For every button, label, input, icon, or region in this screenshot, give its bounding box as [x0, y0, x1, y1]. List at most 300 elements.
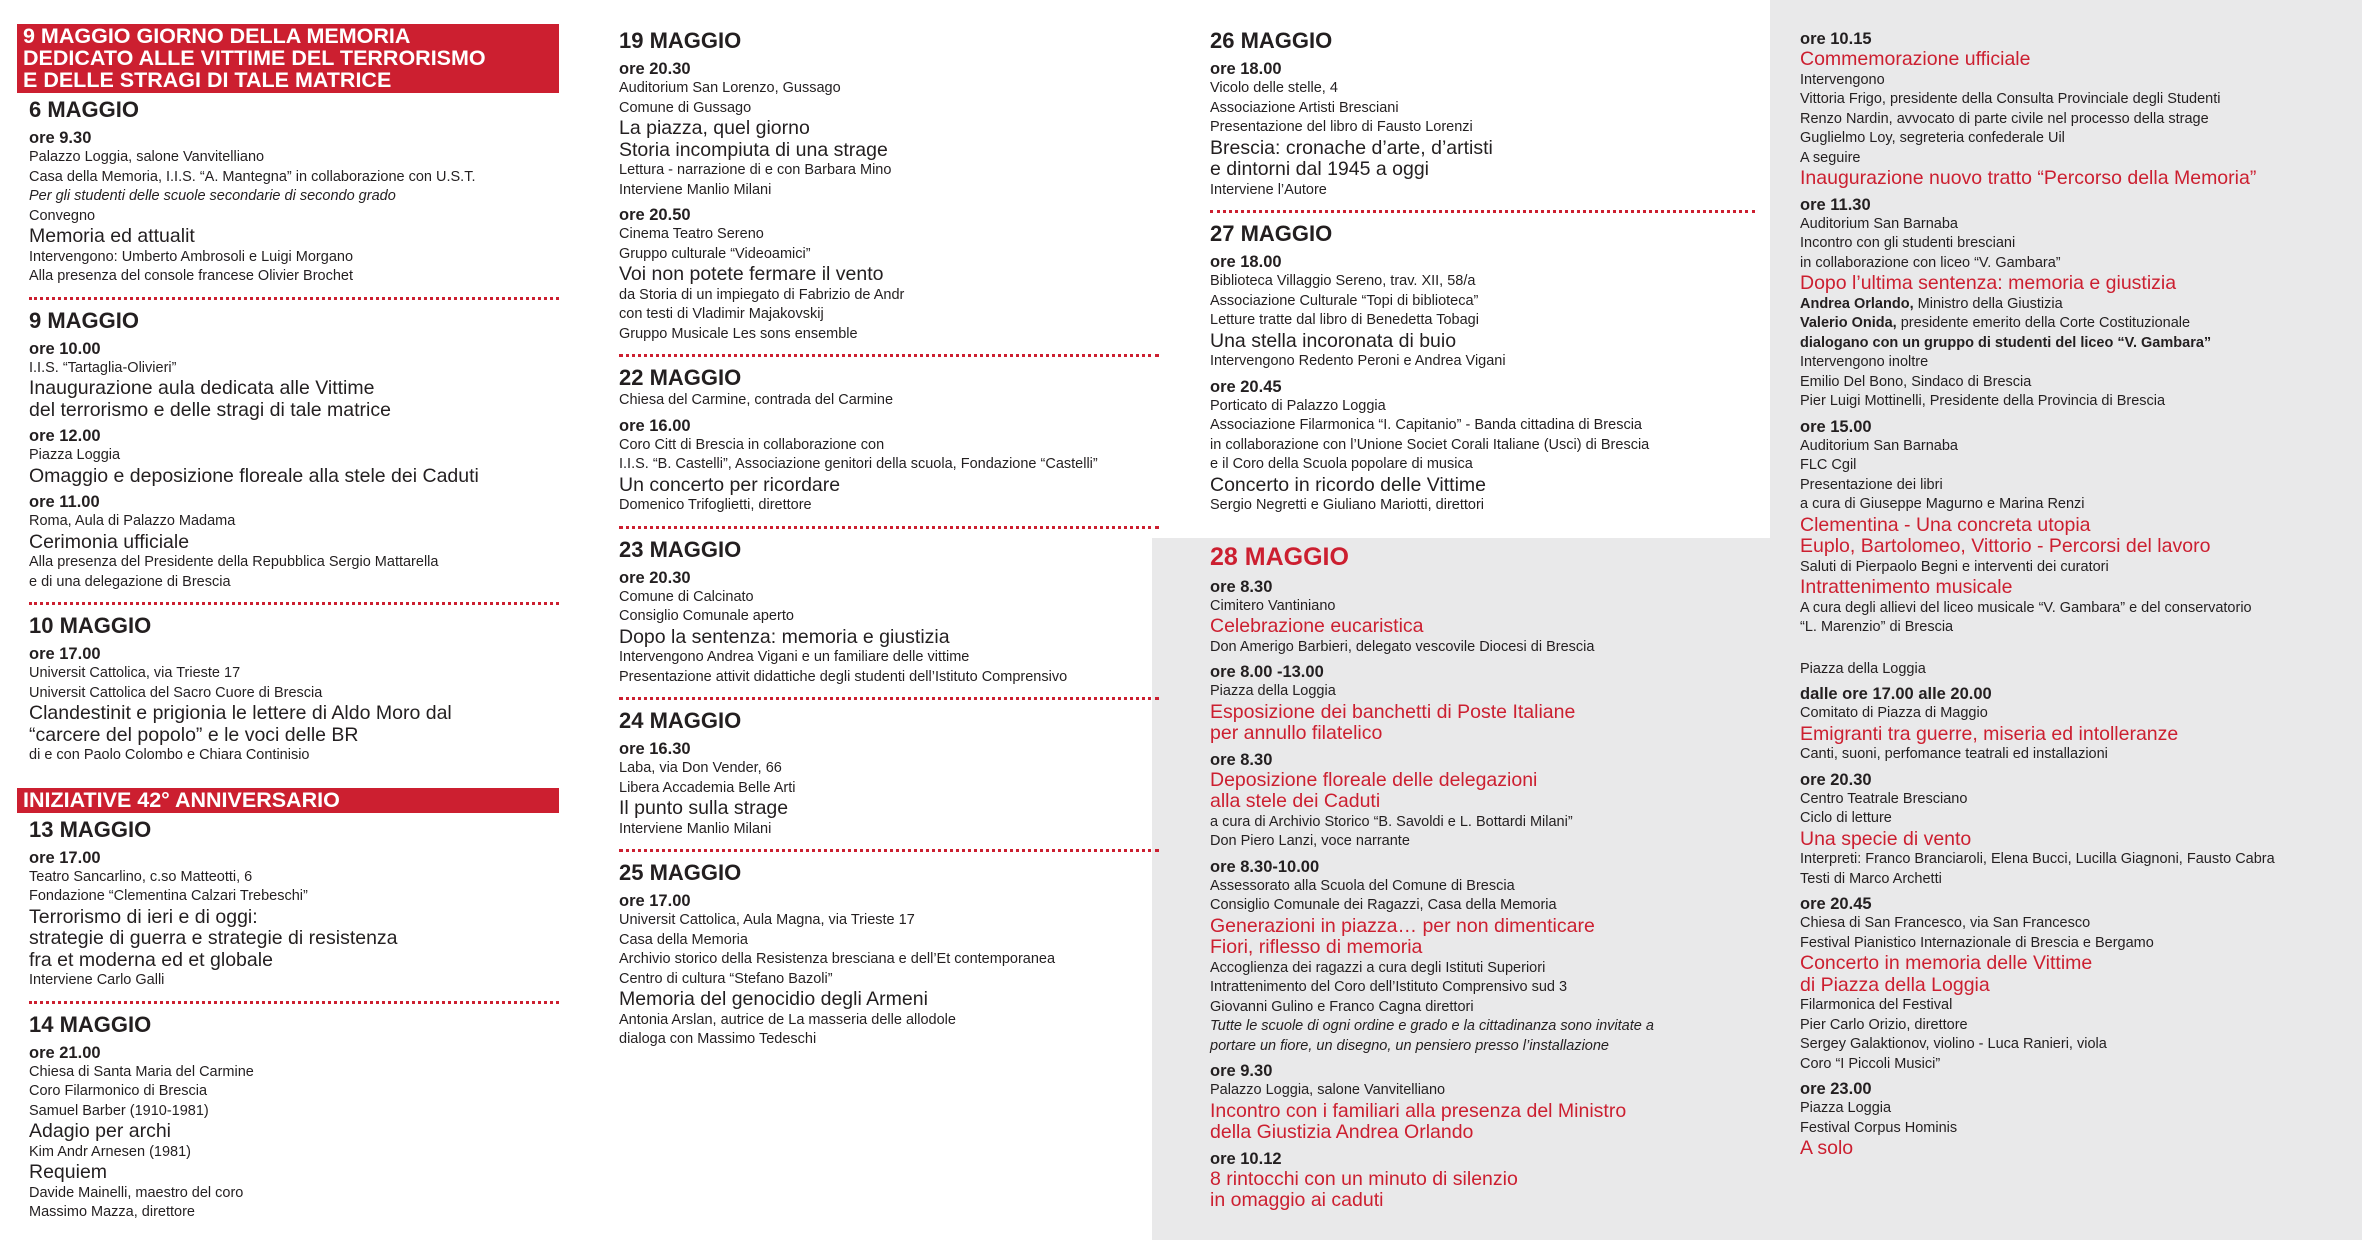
event-time-line: ore 16.00	[619, 416, 691, 435]
event-detail-line: Centro Teatrale Bresciano	[1800, 790, 1968, 807]
event-title-line: Commemorazione ufficiale	[1800, 48, 2031, 70]
event-detail-line: Biblioteca Villaggio Sereno, trav. XII, 58/a	[1210, 273, 1476, 289]
event-title	[619, 798, 1159, 820]
event-detail	[1800, 392, 2340, 412]
event-detail-line: Piazza Loggia	[1800, 1100, 1892, 1116]
event-detail-line: Incontro con gli studenti bresciani	[1800, 235, 2016, 251]
event-detail-line: A cura degli allievi del liceo musicale “V. Gambara” e del conservatorio	[1800, 599, 2252, 616]
event-detail-line: Interviene Manlio Milani	[619, 181, 772, 198]
event-title-line: Incontro con i familiari alla presenza del Ministro	[1210, 1099, 1627, 1122]
event-note-line: Tutte le scuole di ogni ordine e grado e la cittadinanza sono invitate a	[1210, 1018, 1654, 1034]
event-detail	[619, 588, 1159, 608]
event-detail	[1210, 352, 1755, 372]
person-role: Ministro della Giustizia	[1913, 295, 2063, 312]
event-detail-line: Domenico Trifoglietti, direttore	[619, 497, 812, 513]
event-detail	[29, 168, 559, 188]
event-detail-line: Consiglio Comunale dei Ragazzi, Casa della Memoria	[1210, 897, 1557, 913]
event-time	[1210, 577, 1755, 597]
date-heading-line: 26 MAGGIO	[1210, 28, 1333, 53]
event-detail	[619, 607, 1159, 627]
event-title	[1800, 49, 2340, 71]
event-time	[29, 128, 559, 148]
event-detail-line: Kim Andr Arnesen (1981)	[29, 1143, 192, 1160]
event-detail	[1800, 914, 2340, 934]
event-detail-line: e il Coro della Scuola popolare di musica	[1210, 456, 1473, 472]
event-detail-line: Presentazione attivit didattiche degli studenti dell’Istituto Comprensivo	[619, 668, 1068, 685]
date-heading-line: 27 MAGGIO	[1210, 221, 1333, 246]
event-detail	[29, 1102, 559, 1122]
event-detail-line: Coro Filarmonico di Brescia	[29, 1083, 208, 1099]
event-detail	[619, 1011, 1159, 1031]
event-detail-line: Cimitero Vantiniano	[1210, 597, 1336, 614]
separator	[1210, 210, 1755, 213]
event-detail	[1210, 959, 1755, 979]
event-detail	[29, 1082, 559, 1102]
event-detail-line: Porticato di Palazzo Loggia	[1210, 397, 1386, 414]
event-detail	[619, 668, 1159, 688]
event-detail	[1800, 71, 2340, 91]
event-detail	[1210, 99, 1755, 119]
event-detail-line: Davide Mainelli, maestro del coro	[29, 1184, 244, 1201]
section-banner-line: E DELLE STRAGI DI TALE MATRICE	[23, 68, 392, 92]
event-detail-line: A seguire	[1800, 149, 1861, 166]
event-time-line: ore 18.00	[1210, 60, 1282, 78]
event-detail-line: di e con Paolo Colombo e Chiara Continisio	[29, 747, 310, 763]
event-detail-line: Cinema Teatro Sereno	[619, 226, 764, 242]
date-heading	[619, 708, 1159, 734]
event-detail	[1800, 1055, 2340, 1075]
event-detail	[1210, 181, 1755, 201]
date-heading	[29, 613, 559, 639]
event-time	[619, 59, 1159, 79]
event-title-line: Il punto sulla strage	[619, 797, 789, 819]
event-time	[1210, 1061, 1755, 1081]
event-detail	[29, 1184, 559, 1204]
event-detail-line: Associazione Filarmonica “I. Capitanio” - Banda cittadina di Brescia	[1210, 417, 1642, 433]
event-detail	[29, 207, 559, 227]
date-heading	[29, 1012, 559, 1038]
event-detail-line: Emilio Del Bono, Sindaco di Brescia	[1800, 373, 2032, 390]
event-title	[619, 475, 1159, 497]
event-detail	[1800, 254, 2340, 274]
event-detail-line: Piazza della Loggia	[1210, 683, 1336, 699]
event-time-line: ore 8.00 -13.00	[1210, 663, 1324, 681]
event-detail-line: Saluti di Pierpaolo Begni e interventi dei curatori	[1800, 558, 2109, 575]
event-title-line: Omaggio e deposizione floreale alla stele dei Caduti	[29, 464, 479, 487]
event-detail	[1800, 110, 2340, 130]
date-heading	[1210, 542, 1755, 572]
event-detail	[29, 553, 559, 592]
event-detail-line: Teatro Sancarlino, c.so Matteotti, 6	[29, 868, 253, 885]
event-detail-line: Auditorium San Barnaba	[1800, 437, 1958, 454]
event-detail-line: Sergey Galaktionov, violino - Luca Ranieri, viola	[1800, 1036, 2107, 1052]
event-title-line: di Piazza della Loggia	[1800, 973, 1990, 996]
separator	[619, 526, 1159, 529]
event-detail-line: Chiesa di Santa Maria del Carmine	[29, 1063, 254, 1080]
event-time-line: ore 17.00	[29, 848, 101, 867]
event-time	[619, 568, 1159, 588]
event-detail	[619, 286, 1159, 306]
event-detail-line: Auditorium San Lorenzo, Gussago	[619, 80, 841, 96]
event-detail	[29, 868, 559, 888]
date-heading-line: 13 MAGGIO	[29, 816, 152, 842]
event-detail	[1210, 311, 1755, 331]
event-detail	[1800, 476, 2340, 496]
event-title-line: Requiem	[29, 1161, 108, 1183]
event-detail	[1800, 353, 2340, 373]
event-time-line: ore 20.45	[1210, 377, 1282, 396]
event-detail-line: dialoga con Massimo Tedeschi	[619, 1031, 817, 1047]
event-time	[29, 1043, 559, 1063]
section-banner-line: DEDICATO ALLE VITTIME DEL TERRORISMO	[23, 46, 486, 70]
event-detail	[619, 648, 1159, 668]
separator	[619, 354, 1159, 357]
event-title-line: e dintorni dal 1945 a oggi	[1210, 158, 1430, 180]
spacer	[1210, 516, 1755, 538]
event-title-line: Concerto in ricordo delle Vittime	[1210, 473, 1487, 496]
date-heading	[619, 537, 1159, 563]
event-title-line: per annullo filatelico	[1210, 722, 1383, 744]
event-title	[1210, 1169, 1755, 1212]
event-time	[1210, 59, 1755, 79]
event-detail	[1210, 813, 1755, 833]
event-detail	[1800, 314, 2340, 334]
event-time	[1210, 750, 1755, 770]
event-time-line: ore 15.00	[1800, 417, 1872, 436]
event-detail	[1210, 455, 1755, 475]
event-detail-line: Comune di Calcinato	[619, 588, 754, 605]
event-detail-line: Letture tratte dal libro di Benedetta Tobagi	[1210, 312, 1479, 328]
event-time-line: ore 10.15	[1800, 30, 1872, 48]
event-time-line: ore 10.00	[29, 339, 101, 358]
event-time	[29, 644, 559, 664]
event-detail	[29, 1143, 559, 1163]
event-detail-line: Roma, Aula di Palazzo Madama	[29, 513, 236, 529]
event-detail-line: da Storia di un impiegato di Fabrizio de Andr	[619, 286, 905, 303]
event-detail	[1210, 998, 1755, 1018]
event-detail-line: Filarmonica del Festival	[1800, 997, 1953, 1013]
event-time	[1210, 857, 1755, 877]
event-detail	[29, 664, 559, 684]
date-heading	[1210, 28, 1755, 54]
event-detail-line: Piazza Loggia	[29, 447, 121, 463]
event-detail-line: Intervengono Andrea Vigani e un familiare delle vittime	[619, 649, 970, 665]
date-heading-line: 22 MAGGIO	[619, 365, 742, 390]
date-heading-line: 28 MAGGIO	[1210, 542, 1349, 571]
column-1	[23, 24, 559, 1223]
event-detail	[1800, 90, 2340, 110]
separator	[619, 849, 1159, 852]
date-heading-line: 23 MAGGIO	[619, 536, 742, 562]
event-detail	[619, 325, 1159, 345]
event-title-line: Storia incompiuta di una strage	[619, 138, 888, 161]
event-title-line: Clandestinit e prigionia le lettere di Aldo Moro dal	[29, 702, 452, 724]
event-time-line: ore 20.30	[1800, 770, 1872, 789]
event-detail	[1210, 496, 1755, 516]
event-time	[619, 739, 1159, 759]
event-title-line: Voi non potete fermare il vento	[619, 263, 884, 285]
event-time	[619, 416, 1159, 436]
event-time	[1210, 1149, 1755, 1169]
event-detail-line: Associazione Artisti Bresciani	[1210, 99, 1399, 116]
event-title-line: Brescia: cronache d’arte, d’artisti	[1210, 136, 1493, 159]
event-detail	[29, 971, 559, 991]
date-heading-line: 14 MAGGIO	[29, 1011, 152, 1037]
date-heading-line: 25 MAGGIO	[619, 860, 742, 885]
event-title	[1210, 616, 1755, 638]
event-time-line: ore 10.12	[1210, 1149, 1282, 1168]
event-time-line: ore 20.30	[619, 60, 691, 78]
event-detail-line: Interviene Manlio Milani	[619, 820, 772, 837]
event-detail-line: Renzo Nardin, avvocato di parte civile nel processo della strage	[1800, 110, 2209, 127]
event-time-line: ore 16.30	[619, 740, 691, 758]
event-detail-line: Intervengono Redento Peroni e Andrea Vigani	[1210, 353, 1506, 369]
event-title	[1210, 1101, 1755, 1144]
event-detail	[619, 911, 1159, 931]
event-detail	[619, 305, 1159, 325]
event-detail	[1800, 790, 2340, 810]
separator	[29, 297, 559, 300]
event-detail	[1210, 877, 1755, 897]
event-detail	[1210, 1081, 1755, 1101]
event-detail	[29, 746, 559, 766]
event-time	[1800, 684, 2340, 704]
event-detail	[619, 759, 1159, 779]
event-time	[1210, 662, 1755, 682]
event-title	[1800, 577, 2340, 599]
event-detail	[1800, 129, 2340, 149]
event-time-line: ore 8.30	[1210, 577, 1273, 596]
event-detail	[1800, 1035, 2340, 1055]
event-detail-line: Casa della Memoria, I.I.S. “A. Mantegna” in collaborazione con U.S.T.	[29, 168, 476, 185]
event-time	[1800, 894, 2340, 914]
event-detail	[619, 950, 1159, 970]
event-time-line: ore 11.30	[1800, 195, 1871, 214]
date-heading-line: 6 MAGGIO	[29, 97, 140, 122]
event-note-line: Per gli studenti delle scuole secondarie di secondo grado	[29, 188, 396, 204]
event-title-line: Esposizione dei banchetti di Poste Italiane	[1210, 700, 1576, 723]
event-title-line: 8 rintocchi con un minuto di silenzio	[1210, 1167, 1518, 1190]
event-detail-line: Giovanni Gulino e Franco Cagna direttori	[1210, 998, 1474, 1015]
event-title-line: “carcere del popolo” e le voci delle BR	[29, 723, 359, 746]
event-detail-line: Palazzo Loggia, salone Vanvitelliano	[29, 149, 265, 165]
event-time-line: ore 8.30-10.00	[1210, 857, 1320, 876]
event-detail	[1800, 599, 2340, 638]
event-title-line: fra et moderna ed et globale	[29, 948, 273, 971]
event-detail-line: Centro di cultura “Stefano Bazoli”	[619, 970, 833, 987]
event-detail-line: Laba, via Don Vender, 66	[619, 760, 782, 776]
event-detail-line: Intervengono	[1800, 71, 1885, 88]
event-title-line: Inaugurazione aula dedicata alle Vittime	[29, 377, 375, 399]
event-detail-line: Festival Pianistico Internazionale di Brescia e Bergamo	[1800, 934, 2154, 951]
event-title	[29, 907, 559, 972]
event-time	[29, 339, 559, 359]
event-detail	[619, 436, 1159, 456]
event-detail-line: Testi di Marco Archetti	[1800, 870, 1942, 887]
event-title	[619, 627, 1159, 649]
event-detail	[619, 970, 1159, 990]
event-time	[619, 205, 1159, 225]
event-detail	[1800, 456, 2340, 476]
event-time-line: ore 17.00	[619, 892, 691, 910]
event-detail-line: a cura di Archivio Storico “B. Savoldi e L. Bottardi Milani”	[1210, 813, 1573, 830]
event-title-line: Dopo la sentenza: memoria e giustizia	[619, 625, 950, 648]
event-detail	[1800, 295, 2340, 315]
date-heading	[619, 860, 1159, 886]
event-time	[29, 426, 559, 446]
event-detail-line: Pier Carlo Orizio, direttore	[1800, 1016, 1968, 1033]
event-title-line: Fiori, riflesso di memoria	[1210, 936, 1423, 958]
person-name: Valerio Onida,	[1800, 315, 1897, 331]
event-detail	[1800, 437, 2340, 457]
event-title-line: Emigranti tra guerre, miseria ed intolleranze	[1800, 722, 2179, 745]
event-detail-line: Samuel Barber (1910-1981)	[29, 1102, 209, 1119]
event-time-line: ore 21.00	[29, 1043, 101, 1062]
event-detail-line: Interviene Carlo Galli	[29, 972, 165, 988]
event-title-line: della Giustizia Andrea Orlando	[1210, 1121, 1474, 1143]
event-detail-line: I.I.S. “Tartaglia-Olivieri”	[29, 359, 177, 376]
event-title-line: La piazza, quel giorno	[619, 117, 810, 139]
event-detail-line: Fondazione “Clementina Calzari Trebeschi”	[29, 888, 308, 904]
event-time-line: ore 23.00	[1800, 1080, 1872, 1098]
event-detail-line: Interviene l’Autore	[1210, 181, 1327, 198]
event-detail	[1800, 996, 2340, 1016]
event-detail-line: Vicolo delle stelle, 4	[1210, 80, 1338, 96]
event-time	[29, 492, 559, 512]
event-detail-line: Universit Cattolica del Sacro Cuore di Brescia	[29, 684, 323, 701]
event-time-line: ore 8.30	[1210, 750, 1273, 769]
event-title-line: Dopo l’ultima sentenza: memoria e giustizia	[1800, 272, 2177, 294]
event-detail-line: Associazione Culturale “Topi di biblioteca”	[1210, 292, 1479, 309]
event-title-line: Una specie di vento	[1800, 827, 1972, 850]
event-detail	[29, 267, 559, 287]
event-detail-line: Comune di Gussago	[619, 99, 752, 116]
event-title-line: in omaggio ai caduti	[1210, 1189, 1384, 1211]
event-title-line: strategie di guerra e strategie di resistenza	[29, 927, 398, 949]
event-title	[1210, 138, 1755, 181]
event-detail-line: con testi di Vladimir Majakovskij	[619, 306, 824, 322]
event-detail	[29, 512, 559, 532]
event-detail	[619, 391, 1159, 411]
event-detail-line: Guglielmo Loy, segreteria confederale Uil	[1800, 130, 2065, 146]
event-title	[29, 703, 559, 746]
event-detail-line: Chiesa del Carmine, contrada del Carmine	[619, 392, 894, 408]
event-title-line: Memoria del genocidio degli Armeni	[619, 988, 928, 1010]
event-title	[1210, 702, 1755, 745]
event-detail-line: FLC Cgil	[1800, 457, 1857, 473]
event-time-line: ore 12.00	[29, 427, 101, 445]
date-heading-line: 19 MAGGIO	[619, 28, 742, 53]
event-detail-line: Presentazione dei libri	[1800, 476, 1943, 493]
event-detail-line: Comitato di Piazza di Maggio	[1800, 705, 1988, 721]
event-detail	[29, 446, 559, 466]
event-title-line: Un concerto per ricordare	[619, 473, 841, 496]
event-detail	[1210, 272, 1755, 292]
event-title	[1210, 916, 1755, 959]
event-title	[29, 378, 559, 421]
event-title-line: Celebrazione eucaristica	[1210, 615, 1424, 637]
event-detail	[1800, 1016, 2340, 1036]
event-detail	[29, 887, 559, 907]
event-title	[29, 1162, 559, 1184]
event-detail	[1210, 79, 1755, 99]
event-detail	[619, 1030, 1159, 1050]
event-note-line: portare un fiore, un disegno, un pensiero presso l’installazione	[1210, 1037, 1609, 1054]
event-time	[1210, 377, 1755, 397]
section-banner-line: 9 MAGGIO GIORNO DELLA MEMORIA	[23, 24, 411, 48]
event-detail	[1800, 373, 2340, 393]
event-title	[1210, 475, 1755, 497]
event-detail-line: Libera Accademia Belle Arti	[619, 779, 796, 796]
event-title	[1800, 829, 2340, 851]
event-time-line: ore 9.30	[1210, 1062, 1273, 1080]
event-detail	[1210, 896, 1755, 916]
event-detail	[1210, 597, 1755, 617]
event-title-line: del terrorismo e delle stragi di tale matrice	[29, 398, 391, 421]
event-detail	[1210, 832, 1755, 852]
event-title-line: Deposizione floreale delle delegazioni	[1210, 768, 1538, 791]
date-heading	[29, 97, 559, 123]
event-detail-line: Casa della Memoria	[619, 931, 748, 948]
event-detail-line: Sergio Negretti e Giuliano Mariotti, direttori	[1210, 497, 1485, 513]
event-time	[1800, 29, 2340, 49]
event-title	[29, 532, 559, 554]
event-title	[1210, 770, 1755, 813]
event-detail	[619, 931, 1159, 951]
separator	[619, 697, 1159, 700]
event-detail	[29, 1203, 559, 1223]
event-time	[29, 848, 559, 868]
event-time-line: ore 9.30	[29, 129, 92, 147]
event-detail-line: Intervengono: Umberto Ambrosoli e Luigi Morgano	[29, 248, 354, 265]
event-detail	[1800, 215, 2340, 235]
event-detail-line: Pier Luigi Mottinelli, Presidente della Provincia di Brescia	[1800, 393, 2166, 409]
event-detail	[1210, 397, 1755, 417]
event-title-line: A solo	[1800, 1137, 1854, 1159]
event-detail-line: in collaborazione con l’Unione Societ Corali Italiane (Usci) di Brescia	[1210, 436, 1650, 453]
event-detail-line: Massimo Mazza, direttore	[29, 1204, 195, 1220]
event-detail	[1800, 934, 2340, 954]
section-banner	[17, 788, 559, 813]
event-detail	[619, 79, 1159, 99]
event-detail-line: Archivio storico della Resistenza bresciana e dell’Et contemporanea	[619, 951, 1056, 967]
column-2	[619, 24, 1159, 1050]
event-title	[29, 466, 559, 488]
event-detail-line: Accoglienza dei ragazzi a cura degli Istituti Superiori	[1210, 959, 1546, 976]
event-detail-line: Lettura - narrazione di e con Barbara Mino	[619, 162, 892, 178]
event-detail	[1800, 870, 2340, 890]
event-time	[1800, 770, 2340, 790]
event-title	[619, 989, 1159, 1011]
event-detail-line: I.I.S. “B. Castelli”, Associazione genitori della scuola, Fondazione “Castelli”	[619, 456, 1098, 472]
event-detail-line: Don Piero Lanzi, voce narrante	[1210, 833, 1410, 849]
event-title-line: alla stele dei Caduti	[1210, 790, 1381, 812]
date-heading	[29, 308, 559, 334]
event-detail	[619, 99, 1159, 119]
event-detail-line: Intervengono inoltre	[1800, 354, 1929, 370]
event-title	[1210, 331, 1755, 353]
event-detail-line: Auditorium San Barnaba	[1800, 215, 1958, 232]
event-detail	[619, 779, 1159, 799]
event-detail	[619, 820, 1159, 840]
event-detail-line: Don Amerigo Barbieri, delegato vescovile Diocesi di Brescia	[1210, 638, 1595, 655]
event-detail	[1800, 1119, 2340, 1139]
event-detail-line: e di una delegazione di Brescia	[29, 573, 231, 590]
event-detail	[1800, 745, 2340, 765]
event-detail	[619, 496, 1159, 516]
event-detail-line: Ciclo di letture	[1800, 810, 1892, 826]
event-title	[1800, 1138, 2340, 1160]
